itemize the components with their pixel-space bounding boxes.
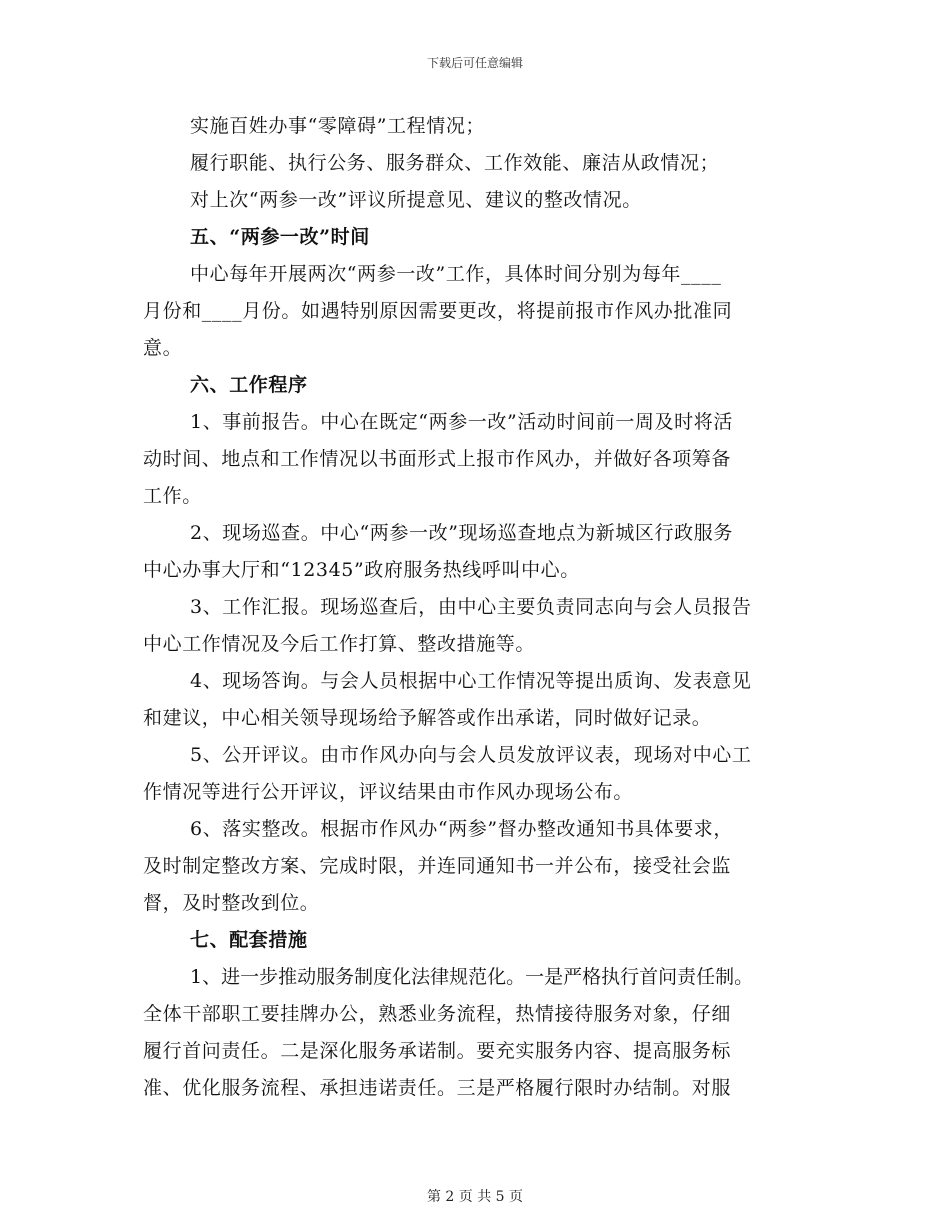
document-body bbox=[143, 108, 833, 1107]
paragraph-line: 中心工作情况及今后工作打算、整改措施等。 bbox=[143, 633, 536, 655]
section-heading: 六、工作程序 bbox=[190, 374, 308, 396]
paragraph-line: 中心每年开展两次“两参一改”工作，具体时间分别为每年____ bbox=[190, 263, 722, 285]
paragraph-line: 意。 bbox=[143, 337, 183, 359]
paragraph-line: 月份和____月份。如遇特别原因需要更改，将提前报市作风办批准同 bbox=[143, 300, 733, 322]
paragraph-line: 对上次“两参一改”评议所提意见、建议的整改情况。 bbox=[190, 189, 642, 211]
paragraph-line: 5、公开评议。由市作风办向与会人员发放评议表，现场对中心工 bbox=[190, 744, 752, 766]
paragraph-line: 6、落实整改。根据市作风办“两参”督办整改通知书具体要求， bbox=[190, 818, 733, 840]
paragraph-line: 动时间、地点和工作情况以书面形式上报市作风办，并做好各项筹备 bbox=[143, 448, 732, 470]
paragraph-line: 督，及时整改到位。 bbox=[143, 892, 320, 914]
section-heading: 五、“两参一改”时间 bbox=[190, 226, 370, 248]
paragraph-line: 2、现场巡查。中心“两参一改”现场巡查地点为新城区行政服务 bbox=[190, 522, 733, 544]
paragraph-line: 履行首问责任。二是深化服务承诺制。要充实服务内容、提高服务标 bbox=[143, 1040, 732, 1062]
paragraph-line: 准、优化服务流程、承担违诺责任。三是严格履行限时办结制。对服 bbox=[143, 1077, 732, 1099]
paragraph-line: 全体干部职工要挂牌办公，熟悉业务流程，热情接待服务对象，仔细 bbox=[143, 1003, 732, 1025]
paragraph-line: 4、现场答询。与会人员根据中心工作情况等提出质询、发表意见 bbox=[190, 670, 752, 692]
paragraph-line: 和建议，中心相关领导现场给予解答或作出承诺，同时做好记录。 bbox=[143, 707, 712, 729]
paragraph-line: 1、事前报告。中心在既定“两参一改”活动时间前一周及时将活 bbox=[190, 411, 733, 433]
page-number: 第 2 页 共 5 页 bbox=[426, 1189, 524, 1205]
paragraph-line: 1、进一步推动服务制度化法律规范化。一是严格执行首问责任制。 bbox=[190, 966, 754, 988]
paragraph-line: 工作。 bbox=[143, 485, 202, 507]
paragraph-line: 作情况等进行公开评议，评议结果由市作风办现场公布。 bbox=[143, 781, 634, 803]
paragraph-line: 及时制定整改方案、完成时限，并连同通知书一并公布，接受社会监 bbox=[143, 855, 732, 877]
paragraph-line: 3、工作汇报。现场巡查后，由中心主要负责同志向与会人员报告 bbox=[190, 596, 752, 618]
section-heading: 七、配套措施 bbox=[190, 929, 308, 951]
header-note: 下载后可任意编辑 bbox=[426, 56, 523, 70]
paragraph-line: 中心办事大厅和“12345”政府服务热线呼叫中心。 bbox=[143, 559, 580, 581]
paragraph-line: 履行职能、执行公务、服务群众、工作效能、廉洁从政情况； bbox=[190, 152, 720, 174]
paragraph-line: 实施百姓办事“零障碍”工程情况； bbox=[190, 115, 486, 137]
